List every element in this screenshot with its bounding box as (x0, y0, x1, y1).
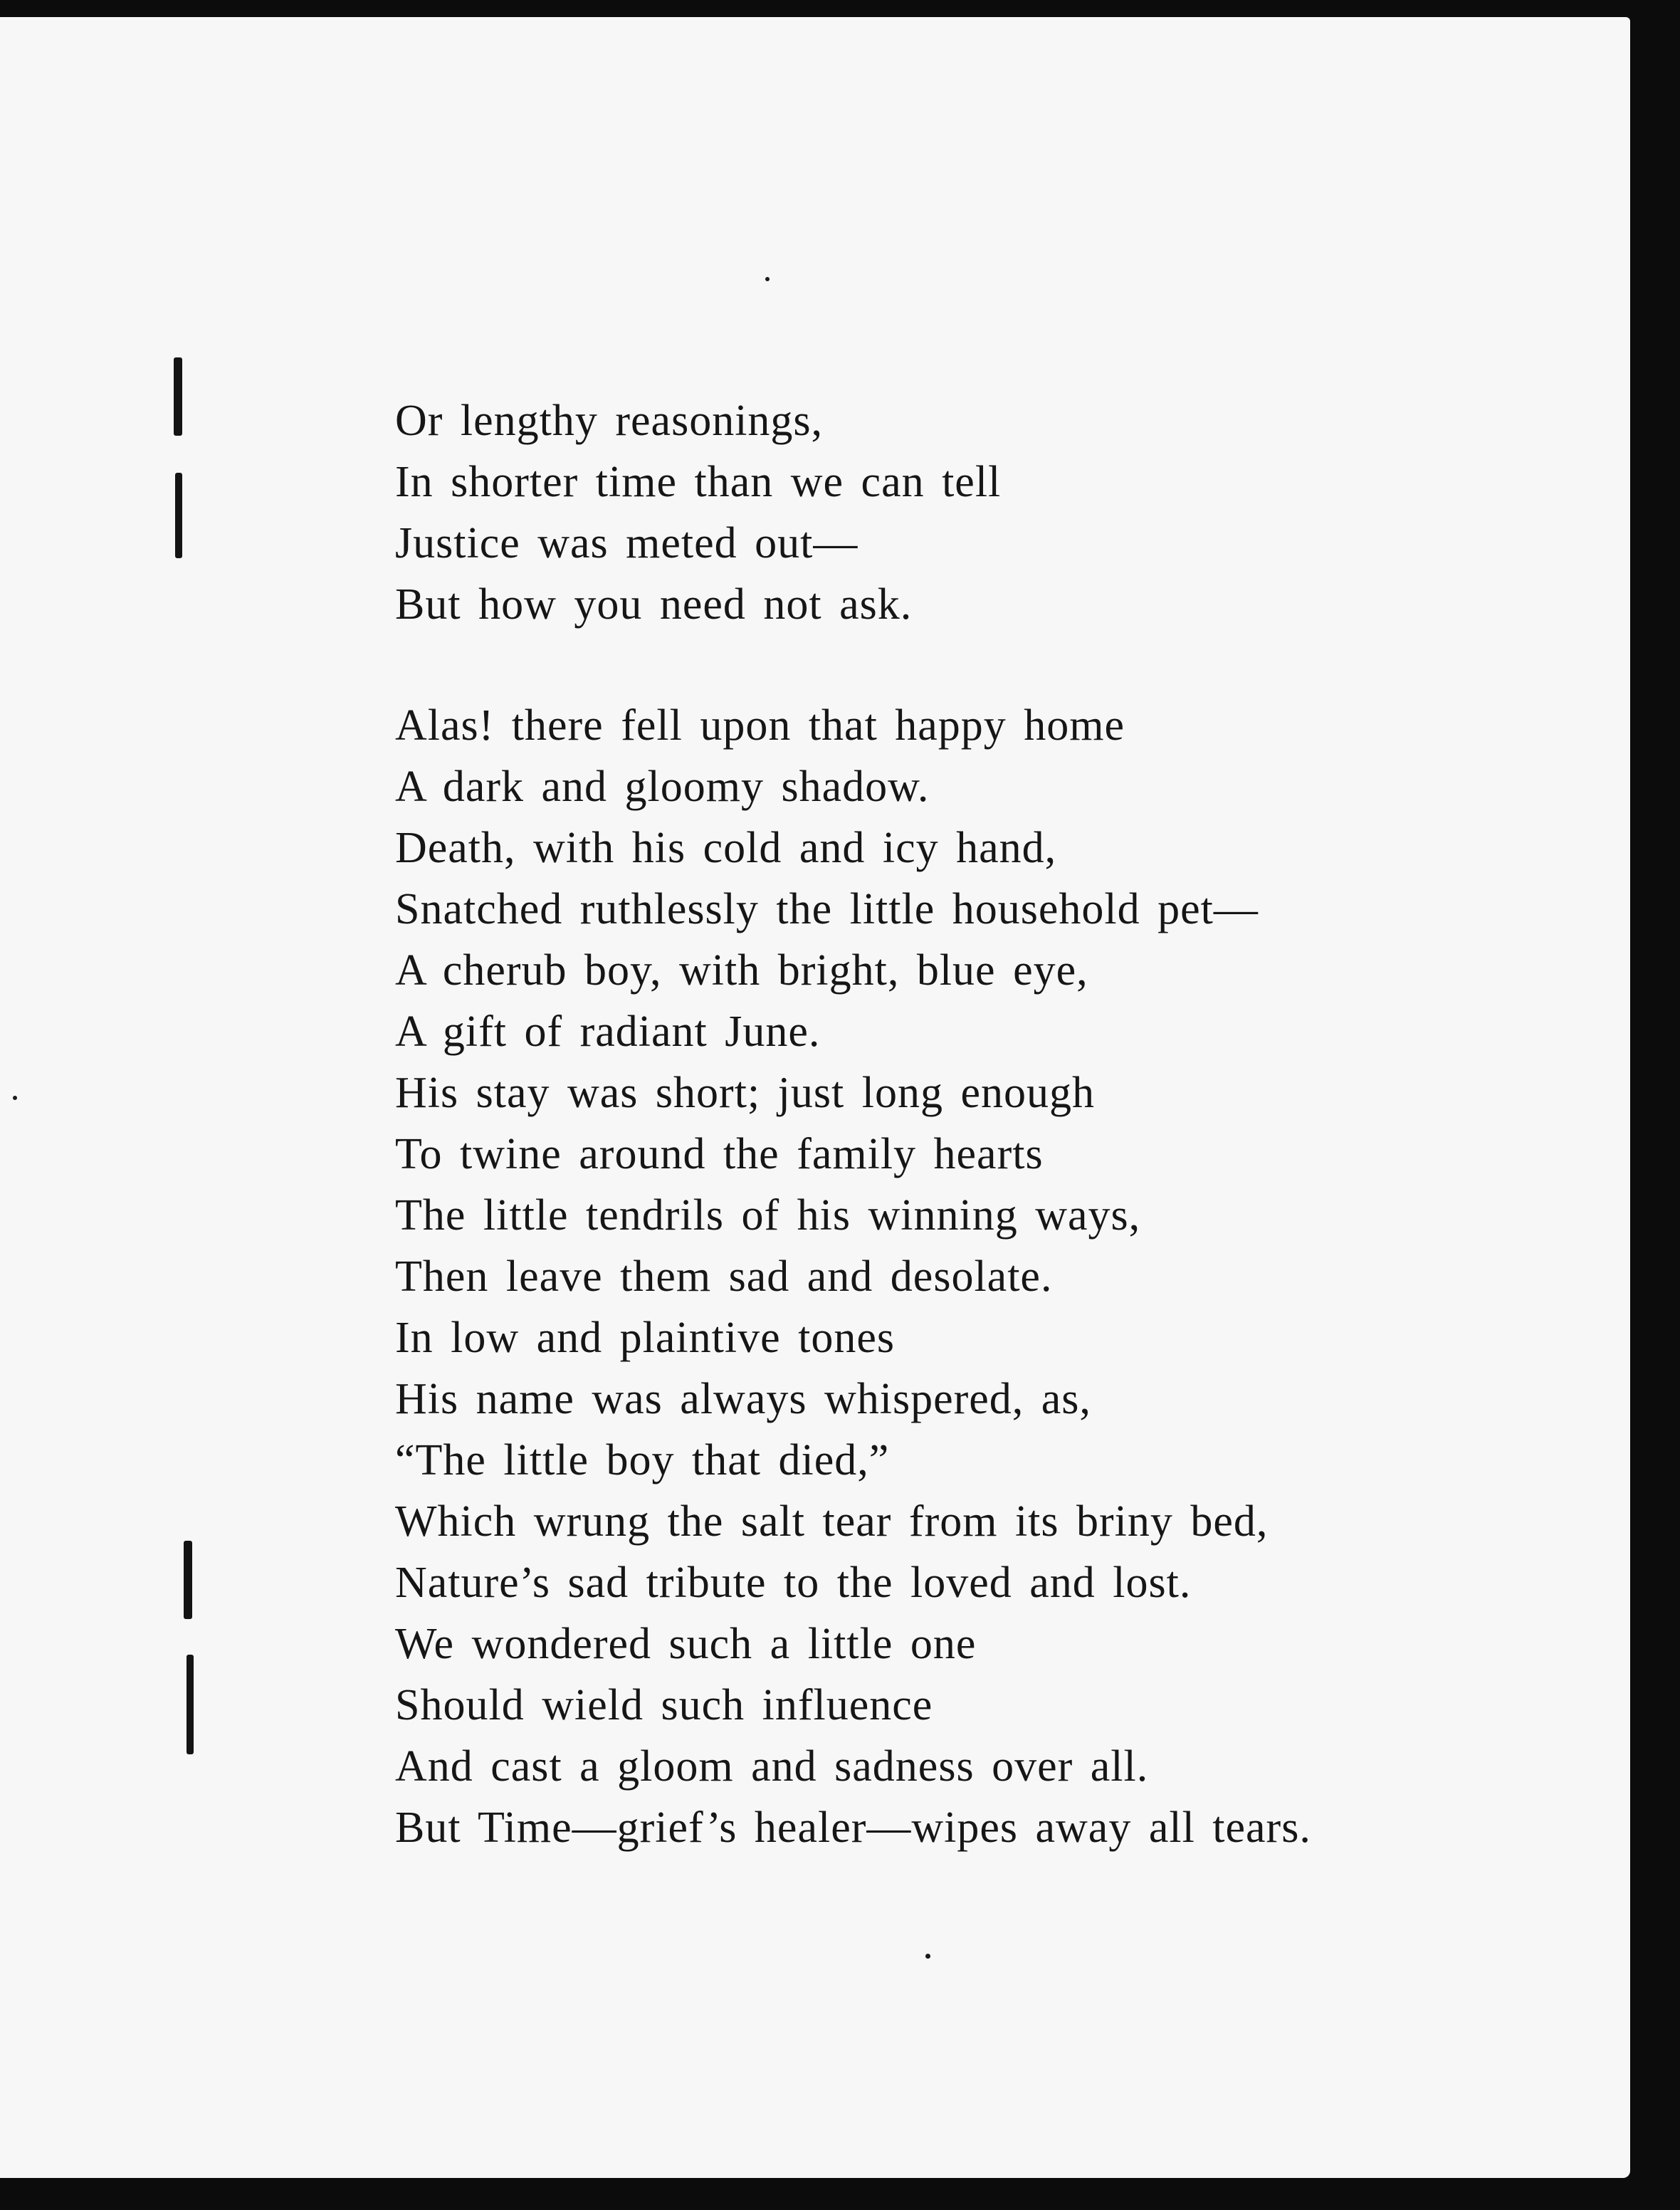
poem-line: Then leave them sad and desolate. (395, 1252, 1053, 1301)
binding-stitch-mark (175, 473, 182, 558)
poem-line: But Time—grief’s healer—wipes away all tears. (395, 1803, 1311, 1852)
poem-line: Should wield such influence (395, 1681, 933, 1729)
poem-line: His stay was short; just long enough (395, 1069, 1095, 1117)
poem-line: To twine around the family hearts (395, 1130, 1044, 1178)
poem-line: Which wrung the salt tear from its briny bed, (395, 1497, 1269, 1546)
paper-speck (925, 1954, 930, 1959)
poem-line: In low and plaintive tones (395, 1314, 895, 1362)
paper-speck (13, 1096, 17, 1100)
poem-line: We wondered such a little one (395, 1620, 977, 1668)
poem-line: Alas! there fell upon that happy home (395, 701, 1125, 750)
binding-stitch-mark (174, 357, 182, 436)
poem-line: Snatched ruthlessly the little household pet— (395, 885, 1259, 933)
poem-line: Or lengthy reasonings, (395, 397, 824, 445)
poem-line: But how you need not ask. (395, 580, 913, 629)
poem-stanza (395, 390, 1311, 635)
poem-line: Death, with his cold and icy hand, (395, 824, 1057, 872)
poem-line: And cast a gloom and sadness over all. (395, 1742, 1149, 1791)
poem-line: His name was always whispered, as, (395, 1375, 1091, 1423)
binding-stitch-mark (187, 1655, 194, 1754)
poem-line: In shorter time than we can tell (395, 458, 1002, 506)
poem-line: Nature’s sad tribute to the loved and lost. (395, 1559, 1192, 1607)
binding-stitch-mark (184, 1541, 192, 1619)
poem-line: A gift of radiant June. (395, 1007, 821, 1056)
poem-stanza (395, 695, 1311, 1858)
poem-line: “The little boy that died,” (395, 1436, 890, 1484)
poem-text (395, 390, 1311, 1858)
poem-line: A cherub boy, with bright, blue eye, (395, 946, 1088, 995)
poem-line: The little tendrils of his winning ways, (395, 1191, 1141, 1240)
poem-line: A dark and gloomy shadow. (395, 763, 930, 811)
paper-speck (765, 277, 770, 281)
poem-line: Justice was meted out— (395, 519, 859, 567)
